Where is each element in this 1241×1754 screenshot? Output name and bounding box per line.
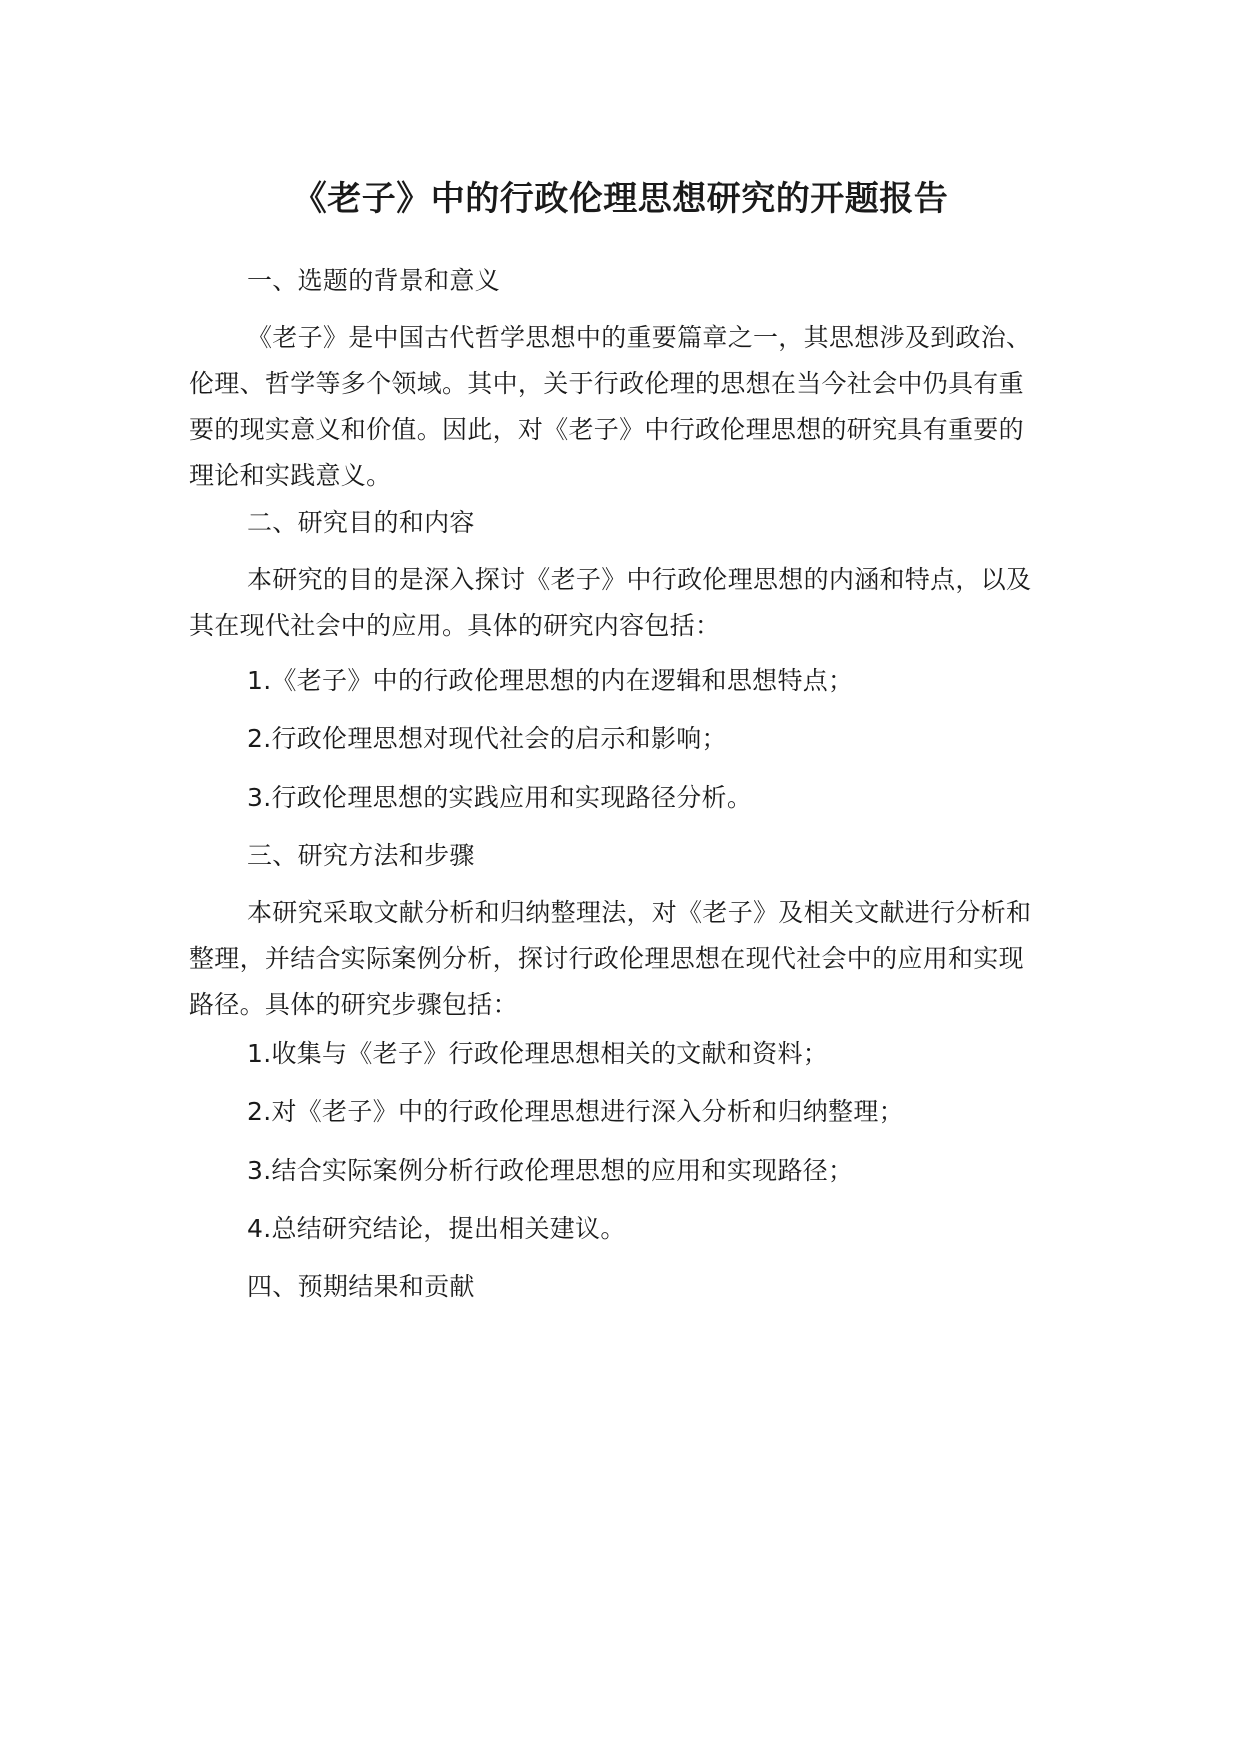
list-item: 2.行政伦理思想对现代社会的启示和影响； <box>247 724 727 753</box>
section-paragraph-objectives: 本研究的目的是深入探讨《老子》中行政伦理思想的内涵和特点，以及其在现代社会中的应用。具体的研究内容包括： <box>189 565 1032 640</box>
list-item: 4.总结研究结论，提出相关建议。 <box>247 1214 626 1243</box>
section-heading-expected-results: 四、预期结果和贡献 <box>247 1272 475 1301</box>
section-heading-methods: 三、研究方法和步骤 <box>247 841 475 870</box>
list-item: 3.行政伦理思想的实践应用和实现路径分析。 <box>247 783 753 812</box>
section-heading-objectives: 二、研究目的和内容 <box>247 508 475 537</box>
list-item: 3.结合实际案例分析行政伦理思想的应用和实现路径； <box>247 1156 854 1185</box>
section-paragraph-background: 《老子》是中国古代哲学思想中的重要篇章之一，其思想涉及到政治、伦理、哲学等多个领域。其中，关于行政伦理的思想在当今社会中仍具有重要的现实意义和价值。因此，对《老子》中行政伦理思想的研究具有重要的理论和实践意义。 <box>189 323 1032 490</box>
list-item: 1.收集与《老子》行政伦理思想相关的文献和资料； <box>247 1039 829 1068</box>
document-title: 《老子》中的行政伦理思想研究的开题报告 <box>292 179 949 219</box>
list-item: 1.《老子》中的行政伦理思想的内在逻辑和思想特点； <box>247 666 854 695</box>
section-paragraph-methods: 本研究采取文献分析和归纳整理法，对《老子》及相关文献进行分析和整理，并结合实际案例分析，探讨行政伦理思想在现代社会中的应用和实现路径。具体的研究步骤包括： <box>189 898 1032 1019</box>
section-heading-background: 一、选题的背景和意义 <box>247 266 501 295</box>
list-item: 2.对《老子》中的行政伦理思想进行深入分析和归纳整理； <box>247 1097 904 1126</box>
